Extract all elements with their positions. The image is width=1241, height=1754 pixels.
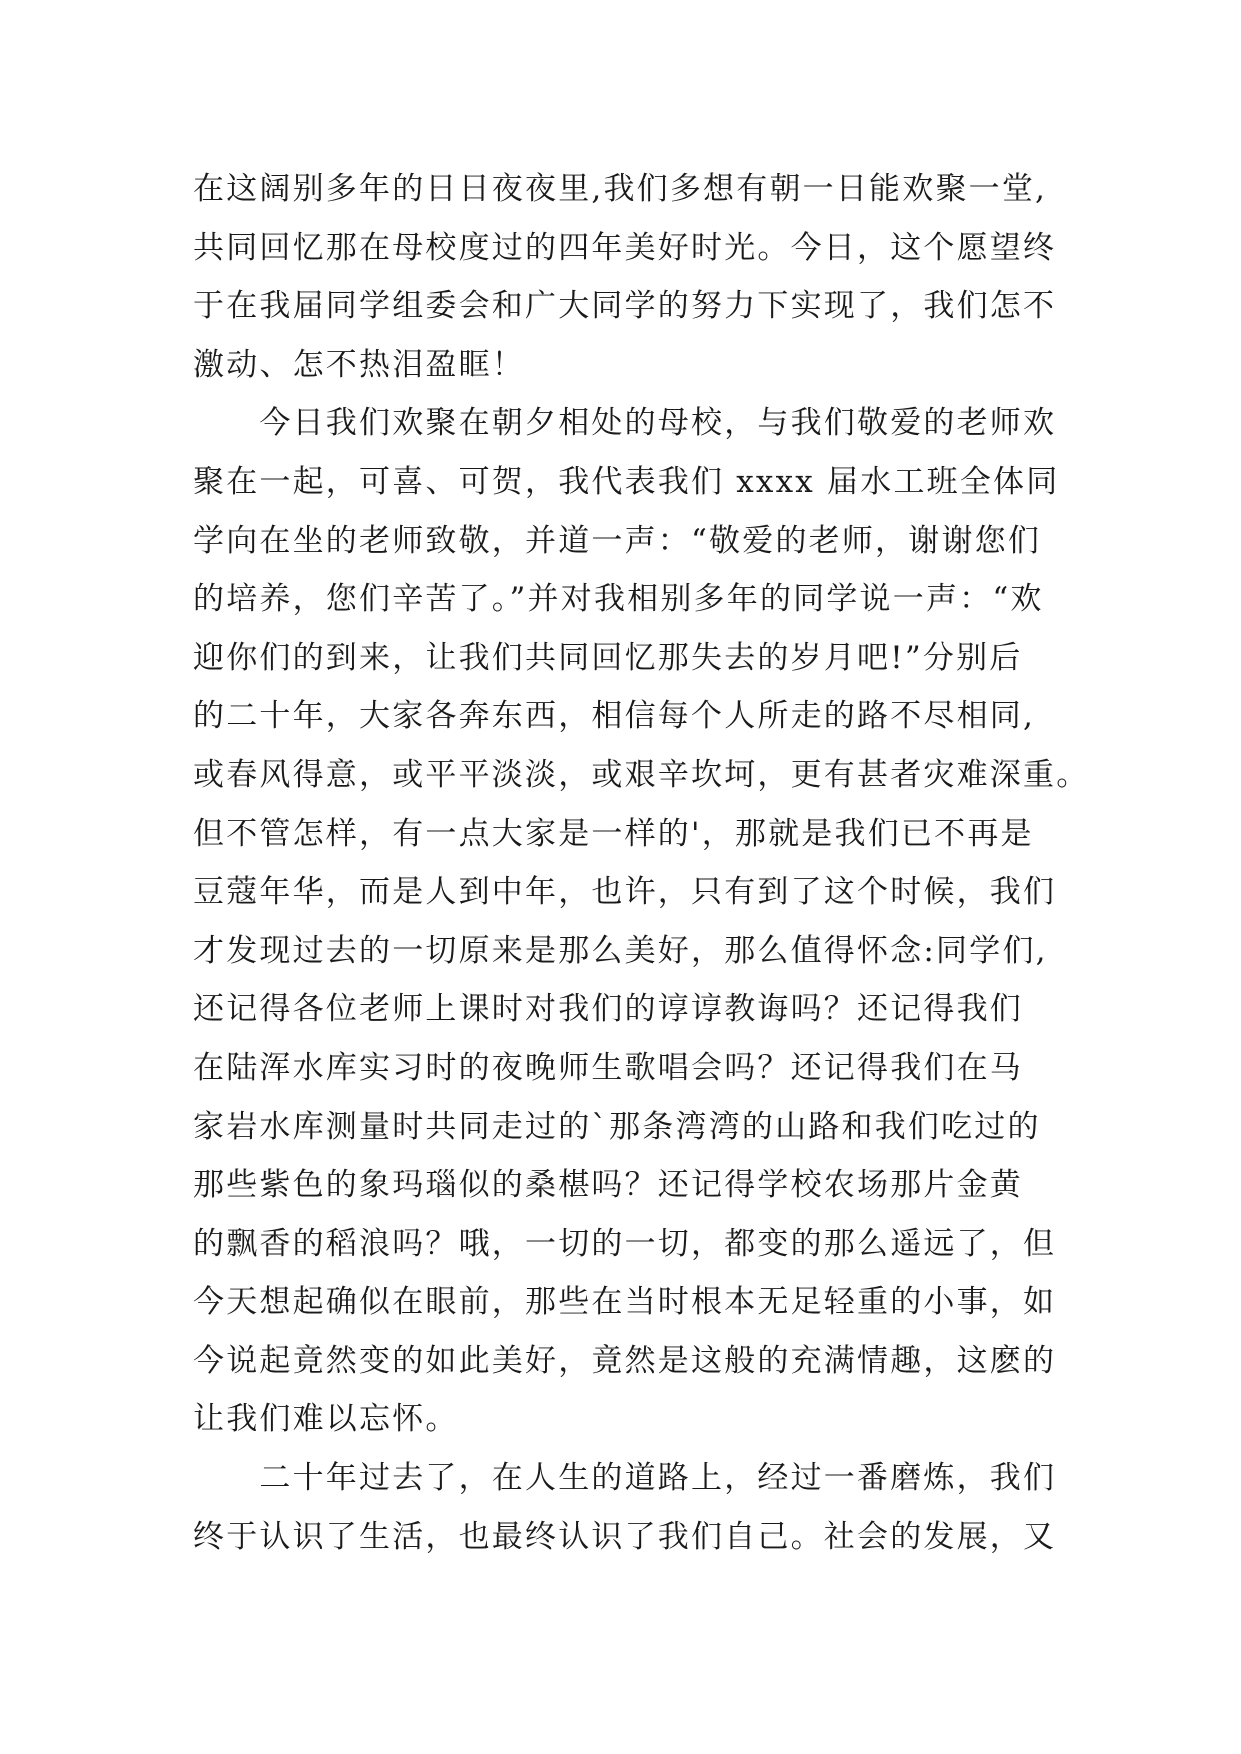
body-text	[193, 160, 1090, 1566]
text-line: 豆蔻年华，而是人到中年，也许，只有到了这个时候，我们	[193, 874, 1057, 911]
text-line: 共同回忆那在母校度过的四年美好时光。今日，这个愿望终	[193, 229, 1057, 266]
text-line: 但不管怎样，有一点大家是一样的'，那就是我们已不再是	[193, 815, 1034, 852]
text-line: 今天想起确似在眼前，那些在当时根本无足轻重的小事，如	[193, 1284, 1057, 1321]
text-line: 迎你们的到来，让我们共同回忆那失去的岁月吧!”分别后	[193, 639, 1023, 676]
text-line: 在这阔别多年的日日夜夜里,我们多想有朝一日能欢聚一堂,	[193, 171, 1048, 207]
text-line: 还记得各位老师上课时对我们的谆谆教诲吗？还记得我们	[193, 991, 1023, 1028]
text-line: 聚在一起，可喜、可贺，我代表我们 xxxx 届水工班全体同	[193, 463, 1060, 500]
text-line: 那些紫色的象玛瑙似的桑椹吗？还记得学校农场那片金黄	[193, 1167, 1023, 1204]
text-line: 二十年过去了，在人生的道路上，经过一番磨炼，我们	[193, 1460, 1057, 1497]
text-line: 的二十年，大家各奔东西，相信每个人所走的路不尽相同,	[193, 698, 1036, 735]
text-line: 的培养，您们辛苦了。”并对我相别多年的同学说一声：“欢	[193, 581, 1044, 618]
text-line: 或春风得意，或平平淡淡，或艰辛坎坷，更有甚者灾难深重。	[193, 756, 1090, 793]
text-line: 才发现过去的一切原来是那么美好，那么值得怀念:同学们,	[193, 932, 1048, 969]
text-line: 让我们难以忘怀。	[193, 1401, 459, 1438]
text-line: 在陆浑水库实习时的夜晚师生歌唱会吗？还记得我们在马	[193, 1049, 1023, 1086]
text-line: 激动、怎不热泪盈眶！	[193, 346, 525, 383]
text-line: 于在我届同学组委会和广大同学的努力下实现了，我们怎不	[193, 288, 1057, 325]
text-line: 今日我们欢聚在朝夕相处的母校，与我们敬爱的老师欢	[193, 405, 1057, 442]
text-line: 家岩水库测量时共同走过的`那条湾湾的山路和我们吃过的	[193, 1108, 1041, 1145]
text-line: 学向在坐的老师致敬，并道一声：“敬爱的老师，谢谢您们	[193, 522, 1042, 559]
text-line: 的飘香的稻浪吗？哦，一切的一切，都变的那么遥远了，但	[193, 1225, 1057, 1262]
text-line: 终于认识了生活，也最终认识了我们自己。社会的发展，又	[193, 1518, 1057, 1555]
text-line: 今说起竟然变的如此美好，竟然是这般的充满情趣，这麽的	[193, 1342, 1057, 1379]
